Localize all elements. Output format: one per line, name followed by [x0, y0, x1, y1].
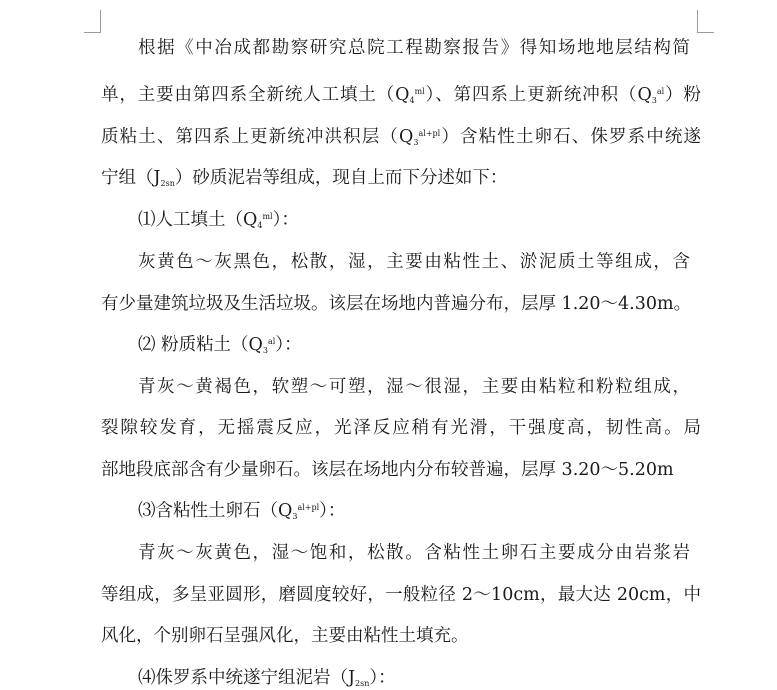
subscript: 4 — [409, 96, 415, 105]
section-heading-gravel — [138, 499, 345, 523]
text-run: 质粘土、第四系上更新统冲洪积层（Q — [101, 127, 414, 147]
subscript: 3 — [292, 512, 298, 521]
subscript: 3 — [413, 138, 419, 147]
superscript: ml — [262, 212, 273, 221]
text-run: ）： — [369, 668, 396, 688]
superscript: ml — [414, 87, 425, 96]
paragraph-intro-line — [101, 125, 701, 149]
text-run: ）： — [272, 210, 299, 230]
superscript: al+pl — [297, 503, 320, 512]
text-run: ）、第四系上更新统冲积（Q — [424, 85, 652, 105]
superscript: al — [656, 87, 665, 96]
page-corner-mark-right — [697, 10, 714, 33]
paragraph-intro-line: 根据《中冶成都勘察研究总院工程勘察报告》得知场地地层结构简 — [138, 38, 690, 58]
text-run: ⑷侏罗系中统遂宁组泥岩（J — [138, 668, 356, 688]
text-run: ⑴人工填土（Q — [138, 210, 258, 230]
paragraph-gravel-line: 青灰～灰黄色，湿～饱和，松散。含粘性土卵石主要成分由岩浆岩 — [138, 543, 690, 563]
text-run: 单，主要由第四系全新统人工填土（Q — [101, 85, 410, 105]
text-run: ⑶含粘性土卵石（Q — [138, 501, 293, 521]
paragraph-intro-line — [101, 166, 701, 190]
paragraph-clay-line: 裂隙较发育，无摇震反应，光泽反应稍有光滑，干强度高，韧性高。局 — [101, 418, 701, 438]
page-corner-mark-left — [84, 10, 101, 33]
text-run: ）： — [319, 501, 346, 521]
paragraph-clay-line: 部地段底部含有少量卵石。该层在场地内分布较普遍，层厚 3.20～5.20m — [101, 460, 674, 480]
text-run: ）砂质泥岩等组成，现自上而下分述如下： — [174, 168, 508, 188]
subscript: 2sn — [355, 679, 370, 688]
section-heading-fill — [138, 208, 299, 232]
text-run: ）粉 — [664, 85, 701, 105]
subscript: 3 — [262, 346, 269, 355]
superscript: al+pl — [418, 129, 441, 138]
text-run: 宁组（J — [101, 168, 161, 188]
paragraph-gravel-line: 等组成，多呈亚圆形，磨圆度较好，一般粒径 2～10cm，最大达 20cm，中 — [101, 585, 701, 605]
paragraph-clay-line: 青灰～黄褐色，软塑～可塑，湿～很湿，主要由粘粒和粉粒组成， — [138, 377, 690, 397]
section-heading-mudstone — [138, 666, 396, 690]
superscript: al — [268, 337, 276, 346]
subscript: 2sn — [160, 179, 175, 188]
text-run: ⑵ 粉质粘土（Q — [138, 335, 263, 355]
text-run: ）： — [275, 335, 302, 355]
section-heading-silty-clay — [138, 333, 302, 357]
text-run: ）含粘性土卵石、侏罗系中统遂 — [440, 127, 701, 147]
paragraph-gravel-line: 风化，个别卵石呈强风化，主要由粘性土填充。 — [101, 626, 469, 646]
subscript: 3 — [651, 96, 657, 105]
paragraph-fill-line: 有少量建筑垃圾及生活垃圾。该层在场地内普遍分布，层厚 1.20～4.30m。 — [101, 294, 692, 314]
paragraph-intro-line — [101, 83, 701, 107]
paragraph-fill-line: 灰黄色～灰黑色，松散，湿，主要由粘性土、淤泥质土等组成，含 — [138, 252, 690, 272]
subscript: 4 — [257, 221, 263, 230]
